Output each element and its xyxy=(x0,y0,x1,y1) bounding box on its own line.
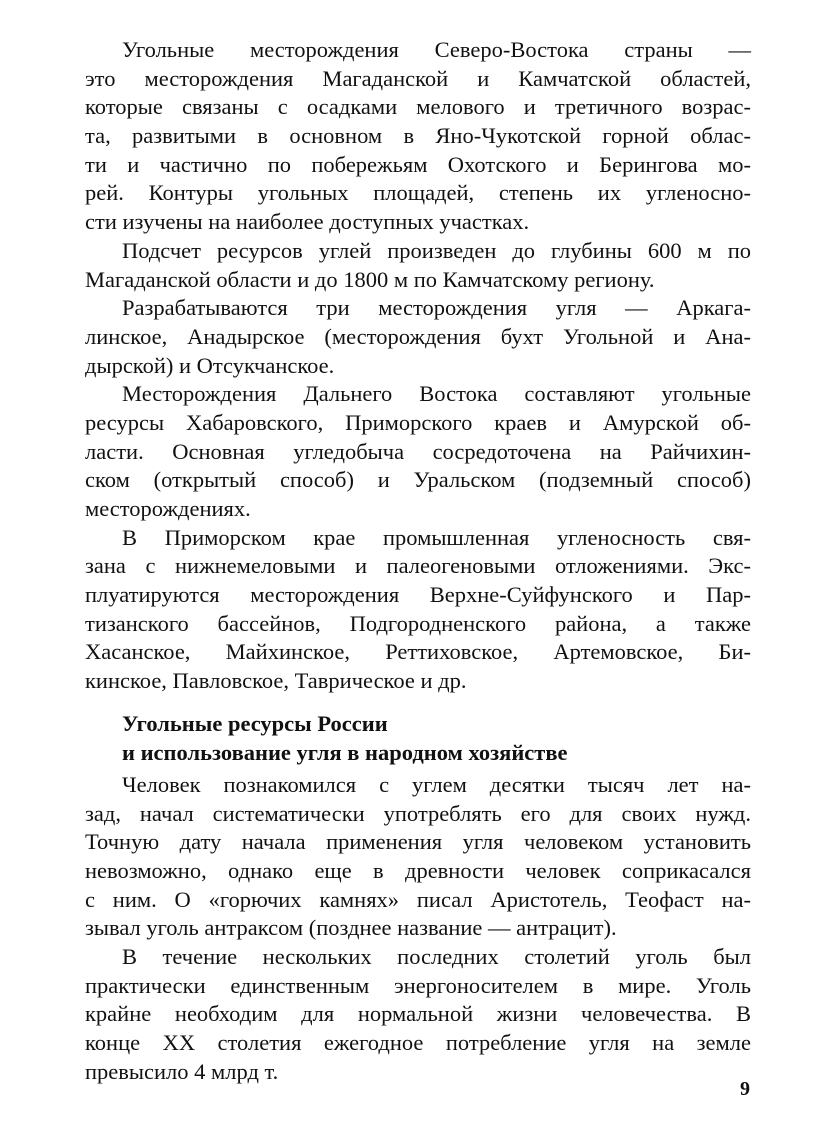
text-line: плуатируются месторождения Верхне-Суйфунского и Пар- xyxy=(85,582,751,608)
text-line: зана с нижнемеловыми и палеогеновыми отложениями. Экс- xyxy=(85,553,751,579)
text-line: В Приморском крае промышленная угленосность свя- xyxy=(122,524,751,550)
paragraph-coal-consumption xyxy=(85,943,751,1086)
text-line: с ним. О «горючих камнях» писал Аристотель, Теофаст на- xyxy=(85,886,751,912)
text-line: Месторождения Дальнего Востока составляют угольные xyxy=(122,381,751,407)
text-line: тизанского бассейнов, Подгородненского района, а также xyxy=(85,610,751,636)
text-line: Угольные месторождения Северо-Востока страны — xyxy=(122,37,751,62)
text-line: В течение нескольких последних столетий уголь был xyxy=(122,943,751,969)
text-line: Человек познакомился с углем десятки тысяч лет на- xyxy=(122,771,751,797)
paragraph-resource-estimate xyxy=(85,237,751,294)
text-line: та, развитыми в основном в Яно-Чукотской горной облас- xyxy=(85,123,751,149)
text-line: месторождениях. xyxy=(85,496,251,521)
paragraph-far-east-deposits xyxy=(85,380,751,523)
text-line: практически единственным энергоносителем в мире. Уголь xyxy=(85,972,751,998)
paragraph-coal-history xyxy=(85,771,751,943)
text-line: Подсчет ресурсов углей произведен до глубины 600 м по xyxy=(122,237,751,263)
text-line: превысило 4 млрд т. xyxy=(85,1058,279,1084)
text-line: кинское, Павловское, Таврическое и др. xyxy=(85,668,467,694)
section-heading xyxy=(85,709,751,767)
text-line: Магаданской области и до 1800 м по Камчатскому региону. xyxy=(85,266,655,292)
section-heading-line-1: Угольные ресурсы России xyxy=(122,710,388,736)
text-line: зывал уголь антраксом (позднее название — антрацит). xyxy=(85,915,617,941)
text-line: ском (открытый способ) и Уральском (подземный способ) xyxy=(85,467,751,493)
text-line: это месторождения Магаданской и Камчатской областей, xyxy=(85,65,751,91)
text-line: конце XX столетия ежегодное потребление угля на земле xyxy=(85,1030,751,1055)
text-line: ресурсы Хабаровского, Приморского краев и Амурской об- xyxy=(85,409,751,435)
text-line: рей. Контуры угольных площадей, степень их угленосно- xyxy=(85,180,751,206)
paragraph-developed-deposits xyxy=(85,294,751,380)
paragraph-northeast-deposits xyxy=(85,36,751,237)
text-line: ласти. Основная угледобыча сосредоточена на Райчихин- xyxy=(85,438,751,464)
text-line: сти изучены на наиболее доступных участках. xyxy=(85,209,530,235)
text-line: Хасанское, Майхинское, Реттиховское, Артемовское, Би- xyxy=(85,639,751,665)
text-line: дырской) и Отсукчанское. xyxy=(85,352,335,378)
text-line: зад, начал систематически употреблять его для своих нужд. xyxy=(85,800,751,826)
text-line: невозможно, однако еще в древности человек соприкасался xyxy=(85,857,751,883)
page-body xyxy=(85,36,751,1086)
text-line: Точную дату начала применения угля человеком установить xyxy=(85,829,751,855)
text-line: крайне необходим для нормальной жизни человечества. В xyxy=(85,1001,751,1027)
section-heading-line-2: и использование угля в народном хозяйстве xyxy=(122,739,568,765)
paragraph-primorsky-deposits xyxy=(85,524,751,696)
text-line: которые связаны с осадками мелового и третичного возрас- xyxy=(85,94,751,120)
text-line: Разрабатываются три месторождения угля — Аркага- xyxy=(122,295,751,321)
text-line: ти и частично по побережьям Охотского и Берингова мо- xyxy=(85,151,751,177)
text-line: линское, Анадырское (месторождения бухт Угольной и Ана- xyxy=(85,323,751,349)
page-number: 9 xyxy=(740,1078,750,1100)
